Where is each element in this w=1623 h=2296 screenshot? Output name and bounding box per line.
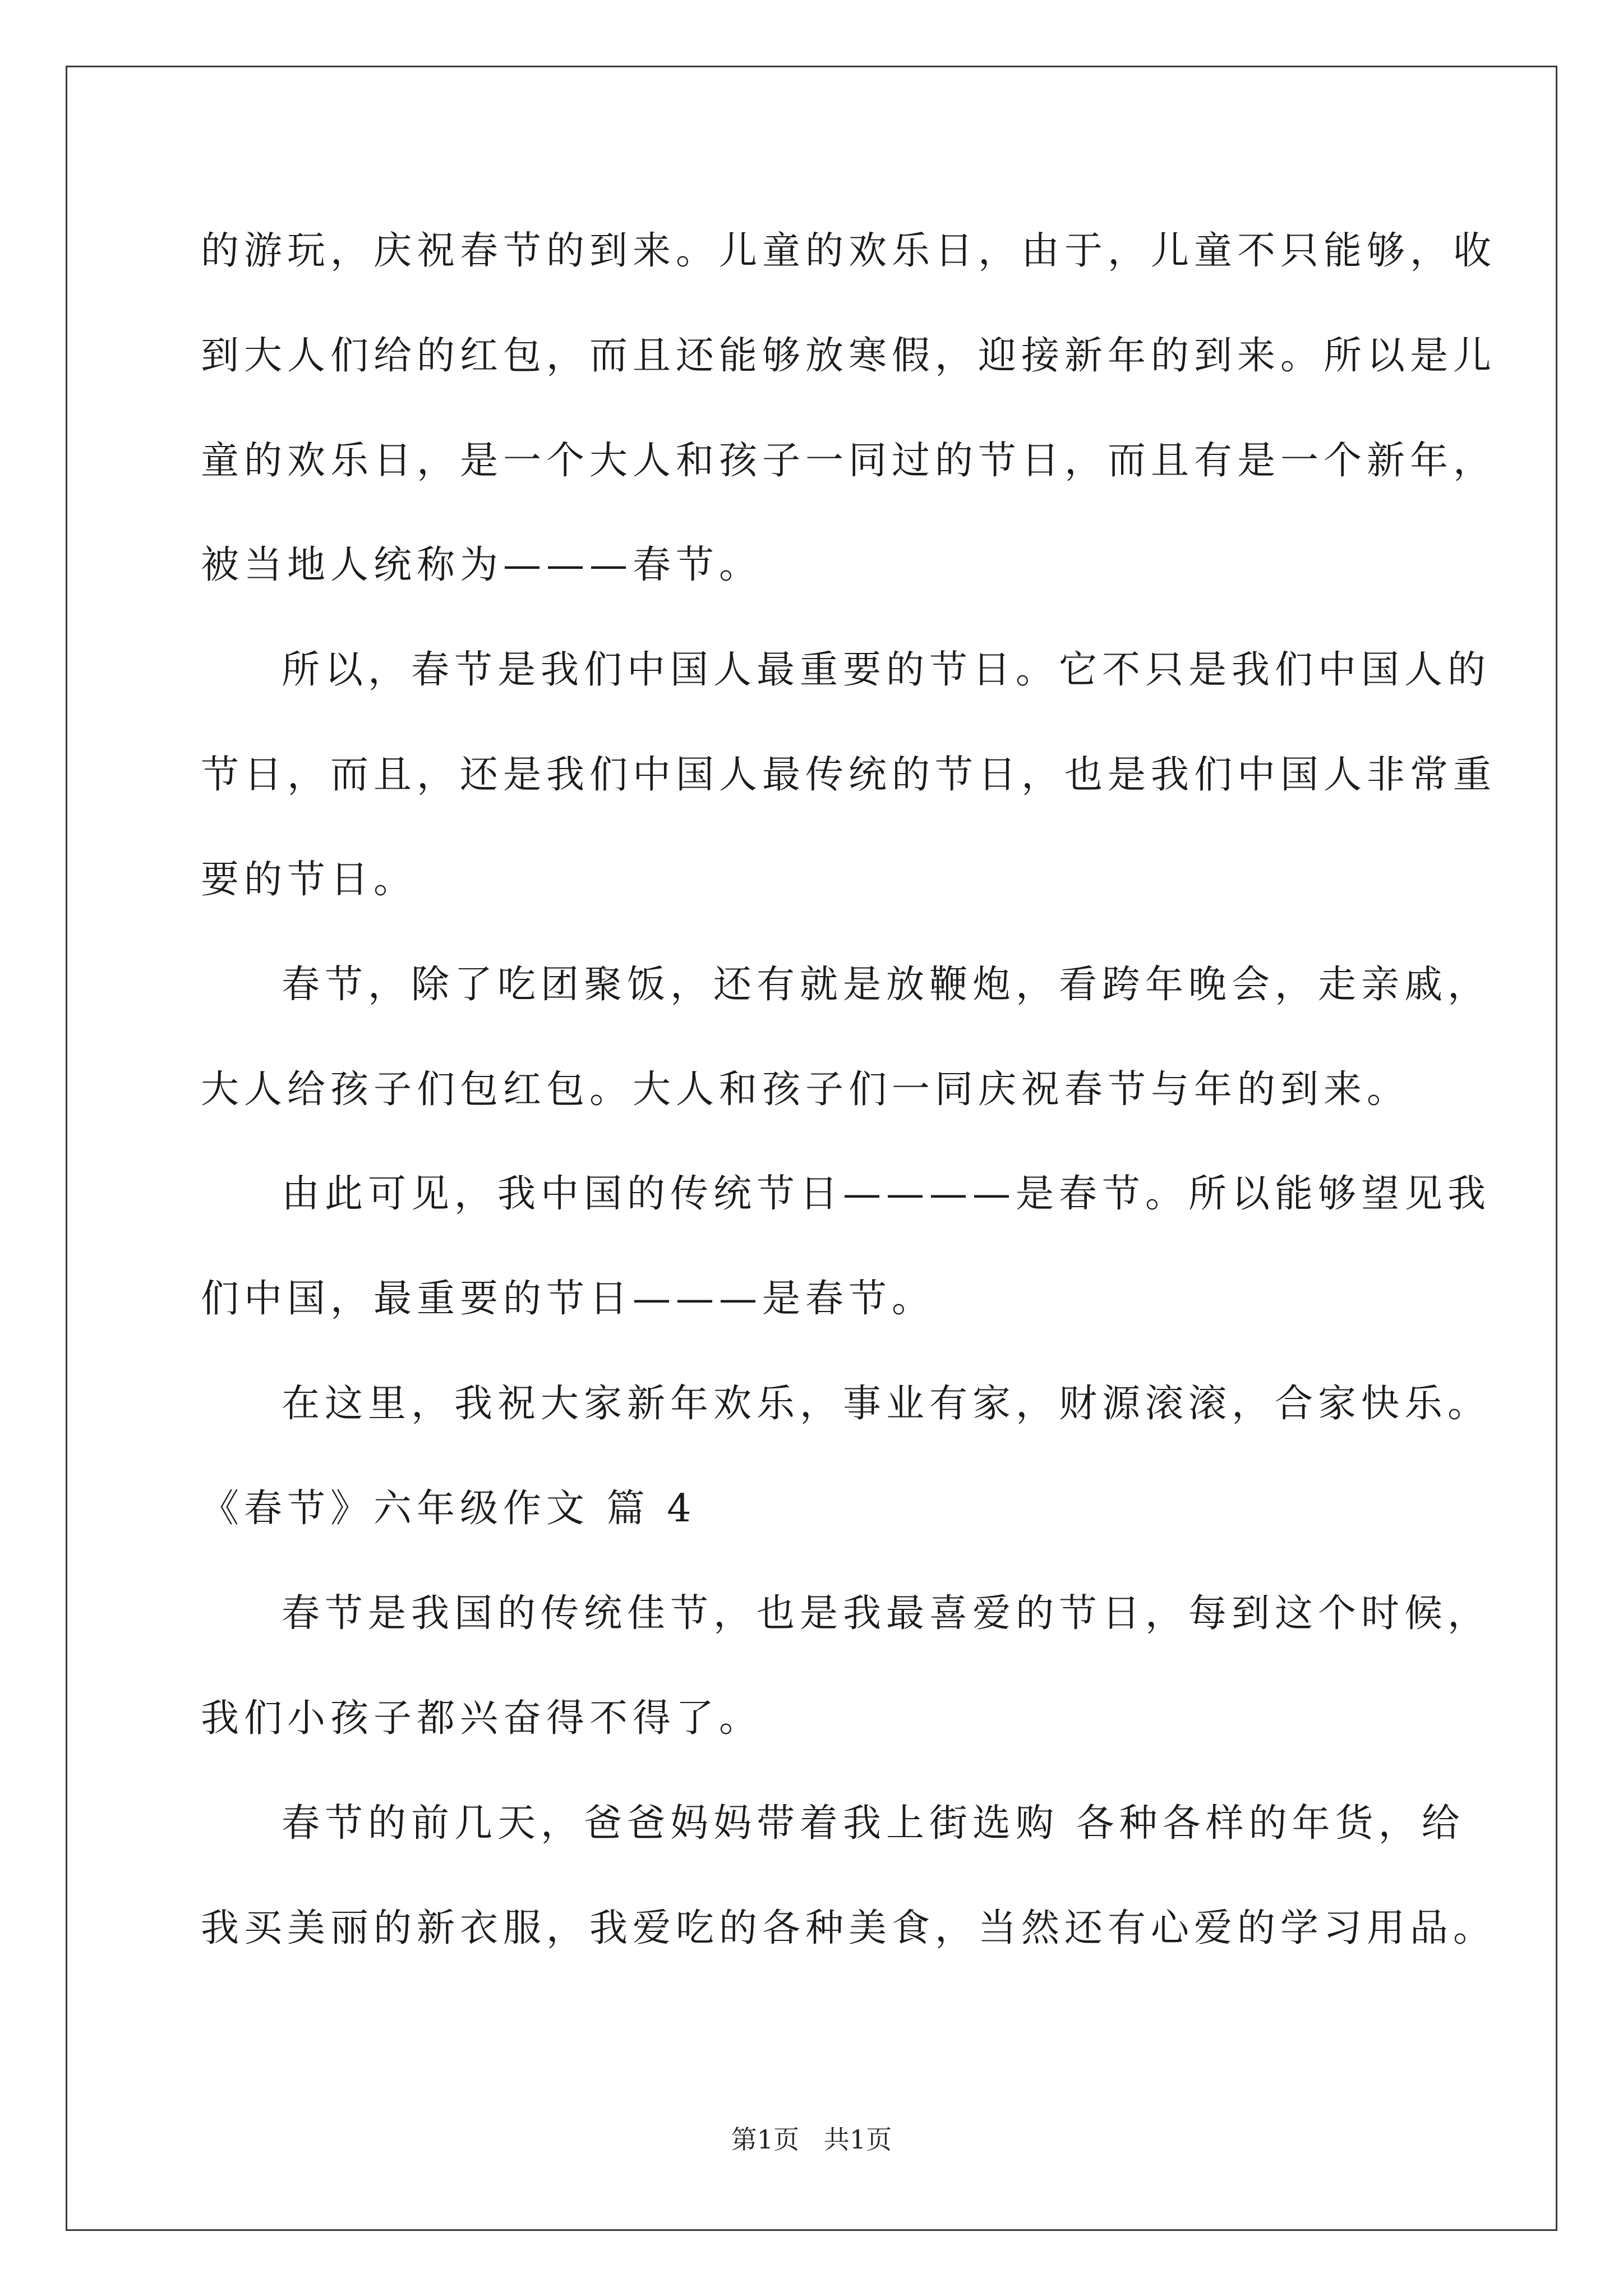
text-line-12: 在这里，我祝大家新年欢乐，事业有家，财源滚滚，合家快乐。 (282, 1382, 1491, 1426)
text-line-14: 我们小孩子都兴奋得不得了。 (201, 1696, 763, 1741)
text-line-8: 春节，除了吃团聚饭，还有就是放鞭炮，看跨年晚会，走亲戚， (282, 963, 1491, 1007)
text-line-9: 大人给孩子们包红包。大人和孩子们一同庆祝春节与年的到来。 (201, 1068, 1410, 1112)
text-line-16: 我买美丽的新衣服，我爱吃的各种美食，当然还有心爱的学习用品。 (201, 1906, 1497, 1950)
text-line-5: 所以，春节是我们中国人最重要的节日。它不只是我们中国人的 (282, 648, 1491, 692)
text-line-3: 童的欢乐日，是一个大人和孩子一同过的节日，而且有是一个新年， (201, 439, 1497, 483)
text-line-2: 到大人们给的红包，而且还能够放寒假，迎接新年的到来。所以是儿 (201, 334, 1497, 378)
text-line-13: 春节是我国的传统佳节，也是我最喜爱的节日，每到这个时候， (282, 1591, 1491, 1636)
text-line-15: 春节的前几天，爸爸妈妈带着我上街选购 各种各样的年货，给 (282, 1801, 1465, 1846)
page-footer: 第1页 共1页 (731, 2124, 892, 2155)
text-line-6: 节日，而且，还是我们中国人最传统的节日，也是我们中国人非常重 (201, 753, 1497, 797)
text-line-1: 的游玩，庆祝春节的到来。儿童的欢乐日，由于，儿童不只能够，收 (201, 229, 1497, 273)
text-line-7: 要的节日。 (201, 858, 417, 902)
text-line-4: 被当地人统称为———春节。 (201, 543, 763, 587)
text-line-11: 们中国，最重要的节日———是春节。 (201, 1277, 935, 1321)
section-heading: 《春节》六年级作文 篇 4 (201, 1487, 697, 1531)
text-line-10: 由此可见，我中国的传统节日————是春节。所以能够望见我 (282, 1172, 1491, 1216)
